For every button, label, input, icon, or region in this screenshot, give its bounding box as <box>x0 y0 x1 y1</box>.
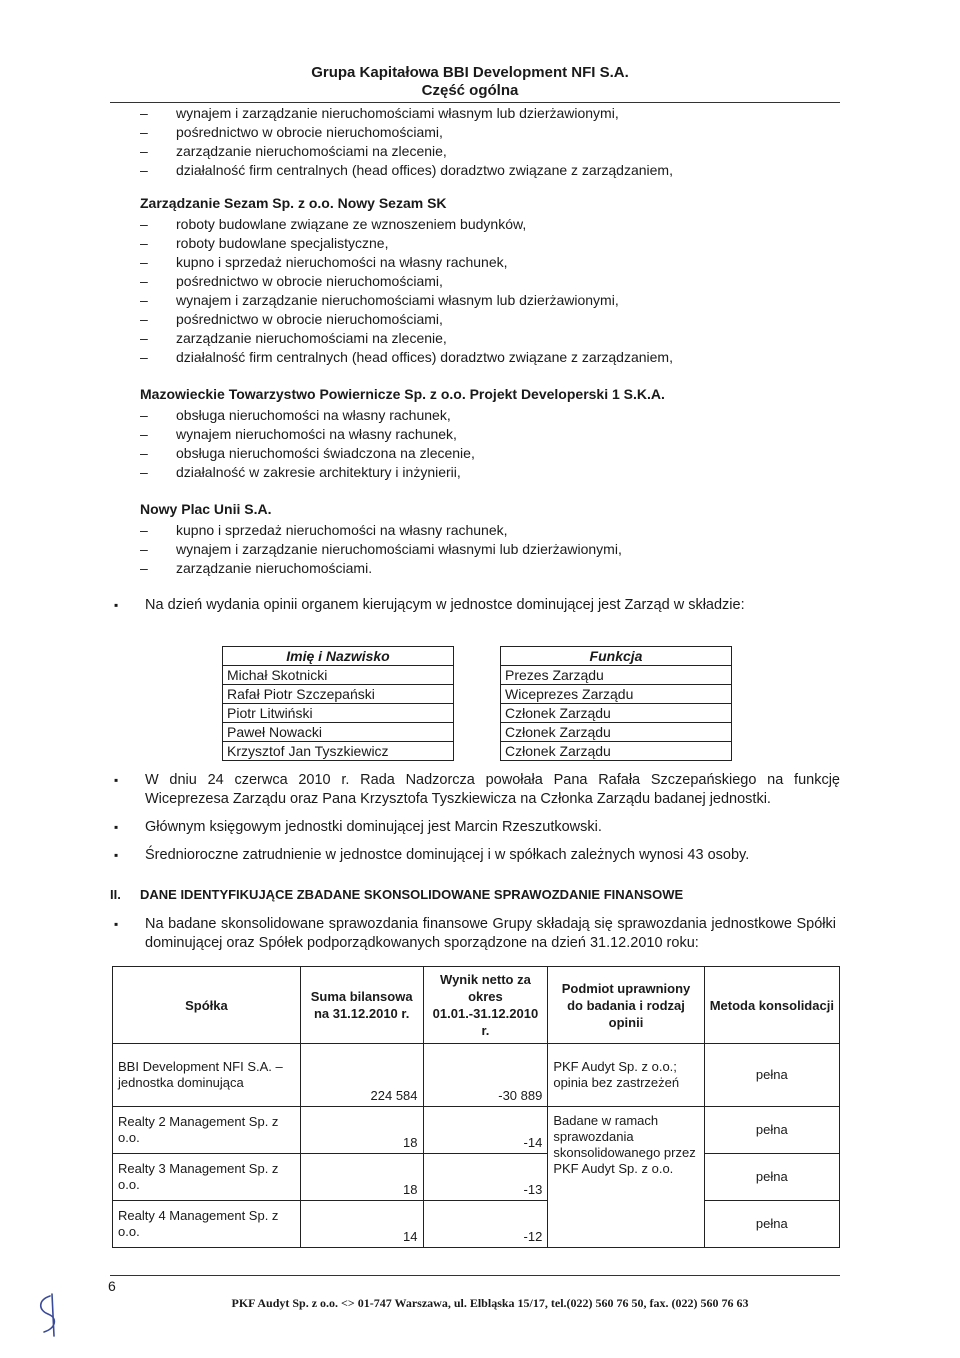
list-item: – zarządzanie nieruchomościami na zlecenie, <box>140 329 840 348</box>
assets-cell: 14 <box>300 1201 423 1248</box>
footer-text: PKF Audyt Sp. z o.o. <> 01-747 Warszawa, ul. Elbląska 15/17, tel.(022) 560 76 50, fax. (022) 560 76 63 <box>231 1296 749 1310</box>
section-2-intro <box>140 915 836 953</box>
assets-cell: 18 <box>300 1154 423 1201</box>
method-cell: pełna <box>704 1201 839 1248</box>
table-row <box>113 1154 840 1201</box>
bullet-item: ▪ Głównym księgowym jednostki dominującej jest Marcin Rzeszutkowski. <box>140 818 840 837</box>
list-item: – pośrednictwo w obrocie nieruchomościami, <box>140 123 840 142</box>
header-divider <box>110 102 840 103</box>
board-name: Piotr Litwiński <box>223 704 454 723</box>
list-item: – wynajem nieruchomości na własny rachunek, <box>140 425 840 444</box>
list-item: – działalność w zakresie architektury i inżynierii, <box>140 463 840 482</box>
footer-divider <box>110 1275 840 1276</box>
board-roles-table <box>500 646 732 761</box>
company-cell: BBI Development NFI S.A. – jednostka dominująca <box>113 1044 301 1107</box>
board-role: Członek Zarządu <box>501 704 732 723</box>
company-cell: Realty 2 Management Sp. z o.o. <box>113 1107 301 1154</box>
company-cell: Realty 3 Management Sp. z o.o. <box>113 1154 301 1201</box>
list-item: – kupno i sprzedaż nieruchomości na własny rachunek, <box>140 521 840 540</box>
role-header: Funkcja <box>501 647 732 666</box>
section-2-title: DANE IDENTYFIKUJĄCE ZBADANE SKONSOLIDOWANE SPRAWOZDANIE FINANSOWE <box>140 887 684 902</box>
table-row <box>113 1201 840 1248</box>
page-header <box>110 64 830 100</box>
name-header: Imię i Nazwisko <box>223 647 454 666</box>
list-item: – działalność firm centralnych (head offices) doradztwo związane z zarządzaniem, <box>140 161 840 180</box>
list-item: – obsługa nieruchomości świadczona na zlecenie, <box>140 444 840 463</box>
board-name: Paweł Nowacki <box>223 723 454 742</box>
section-sezam <box>140 194 840 367</box>
net-result-cell: -13 <box>423 1154 548 1201</box>
main-content <box>140 104 840 615</box>
method-cell: pełna <box>704 1154 839 1201</box>
list-item: – wynajem i zarządzanie nieruchomościami własnym lub dzierżawionymi, <box>140 104 840 123</box>
list-item: – działalność firm centralnych (head offices) doradztwo związane z zarządzaniem, <box>140 348 840 367</box>
section-number: II. <box>110 887 121 902</box>
board-name: Rafał Piotr Szczepański <box>223 685 454 704</box>
list-item: – roboty budowlane związane ze wznoszeniem budynków, <box>140 215 840 234</box>
list-item: – roboty budowlane specjalistyczne, <box>140 234 840 253</box>
net-result-cell: -12 <box>423 1201 548 1248</box>
list-item: – zarządzanie nieruchomościami. <box>140 559 840 578</box>
list-item: – wynajem i zarządzanie nieruchomościami własnymi lub dzierżawionymi, <box>140 540 840 559</box>
method-cell: pełna <box>704 1107 839 1154</box>
board-role: Prezes Zarządu <box>501 666 732 685</box>
list-item: – kupno i sprzedaż nieruchomości na własny rachunek, <box>140 253 840 272</box>
bullet-item: ▪ Na badane skonsolidowane sprawozdania finansowe Grupy składają się sprawozdania jednostkowe Spółki dominującej oraz Spółek podporządkowanych sporządzone na dzień 31.12.2010 roku: <box>140 915 836 953</box>
assets-cell: 18 <box>300 1107 423 1154</box>
table-row <box>113 1107 840 1154</box>
signature-mark <box>28 1290 68 1340</box>
list-item: – pośrednictwo w obrocie nieruchomościami, <box>140 310 840 329</box>
table-header-row <box>113 967 840 1044</box>
intro-list <box>140 104 840 180</box>
list-item: – zarządzanie nieruchomościami na zlecenie, <box>140 142 840 161</box>
auditor-cell: PKF Audyt Sp. z o.o.; opinia bez zastrzeżeń <box>548 1044 704 1107</box>
section-2-heading <box>110 887 830 902</box>
info-bullets <box>140 771 840 865</box>
board-name: Krzysztof Jan Tyszkiewicz <box>223 742 454 761</box>
board-intro: ▪ Na dzień wydania opinii organem kierującym w jednostce dominującej jest Zarząd w składzie: <box>140 596 840 615</box>
list-item: – obsługa nieruchomości na własny rachunek, <box>140 406 840 425</box>
column-header: Spółka <box>113 967 301 1044</box>
header-company: Grupa Kapitałowa BBI Development NFI S.A. <box>311 64 629 81</box>
board-role: Członek Zarządu <box>501 742 732 761</box>
section-title: Nowy Plac Unii S.A. <box>140 501 272 517</box>
list-item: – pośrednictwo w obrocie nieruchomościami, <box>140 272 840 291</box>
assets-cell: 224 584 <box>300 1044 423 1107</box>
column-header: Metoda konsolidacji <box>704 967 839 1044</box>
financial-table <box>112 966 840 1248</box>
company-cell: Realty 4 Management Sp. z o.o. <box>113 1201 301 1248</box>
method-cell: pełna <box>704 1044 839 1107</box>
section-nowy-plac <box>140 500 840 578</box>
list-item: – wynajem i zarządzanie nieruchomościami własnym lub dzierżawionymi, <box>140 291 840 310</box>
bullet-item: ▪ W dniu 24 czerwca 2010 r. Rada Nadzorcza powołała Pana Rafała Szczepańskiego na funkcję Wiceprezesa Zarządu oraz Pana Krzysztofa Tyszkiewicza na Członka Zarządu badanej jednostki. <box>140 771 840 809</box>
board-role: Członek Zarządu <box>501 723 732 742</box>
page-number: 6 <box>108 1278 116 1294</box>
column-header: Suma bilansowa na 31.12.2010 r. <box>300 967 423 1044</box>
column-header: Wynik netto za okres 01.01.-31.12.2010 r. <box>423 967 548 1044</box>
header-part: Część ogólna <box>421 82 519 99</box>
bullet-item: ▪ Średnioroczne zatrudnienie w jednostce dominującej i w spółkach zależnych wynosi 43 osoby. <box>140 846 840 865</box>
auditor-cell: Badane w ramach sprawozdania skonsolidowanego przez PKF Audyt Sp. z o.o. <box>548 1107 704 1248</box>
board-name: Michał Skotnicki <box>223 666 454 685</box>
net-result-cell: -30 889 <box>423 1044 548 1107</box>
section-mazowieckie <box>140 385 840 482</box>
board-names-table <box>222 646 454 761</box>
section-title: Mazowieckie Towarzystwo Powiernicze Sp. z o.o. Projekt Developerski 1 S.K.A. <box>140 386 665 402</box>
table-row <box>113 1044 840 1107</box>
section-title: Zarządzanie Sezam Sp. z o.o. Nowy Sezam SK <box>140 195 447 211</box>
column-header: Podmiot uprawniony do badania i rodzaj opinii <box>548 967 704 1044</box>
net-result-cell: -14 <box>423 1107 548 1154</box>
board-role: Wiceprezes Zarządu <box>501 685 732 704</box>
